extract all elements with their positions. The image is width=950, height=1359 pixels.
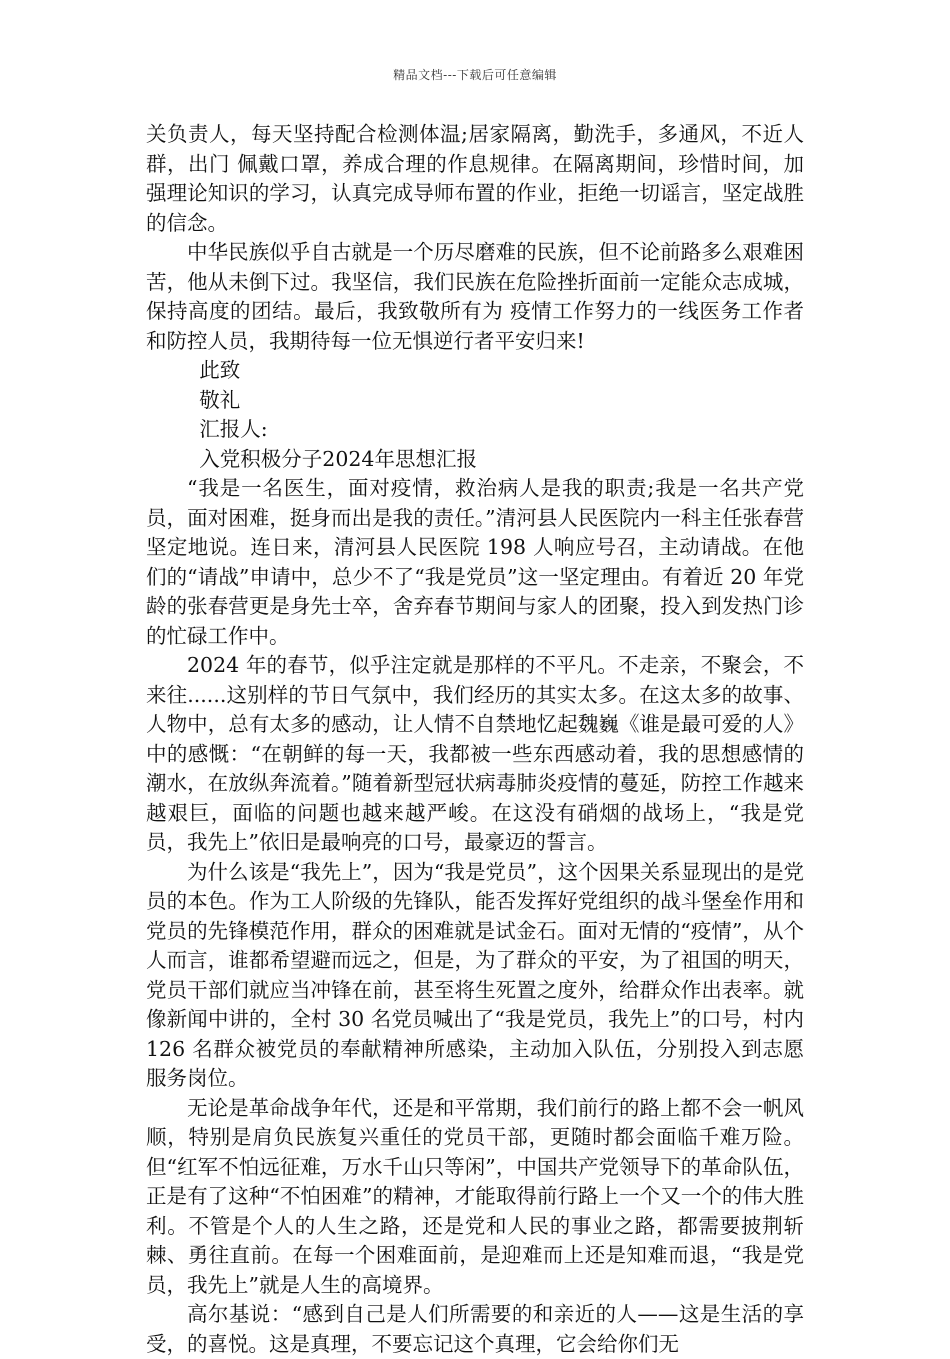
document-body: [146, 120, 804, 1359]
paragraph-revolution: 无论是革命战争年代，还是和平常期，我们前行的路上都不会一帆风顺，特别是肩负民族复兴重任的党员干部，更随时都会面临千难万险。但“红军不怕远征难，万水千山只等闲”，中国共产党领导下的革命队伍，正是有了这种“不怕困难”的精神，才能取得前行路上一个又一个的伟大胜利。不管是个人的人生之路，还是党和人民的事业之路，都需要披荆斩棘、勇往直前。在每一个困难面前，是迎难而上还是知难而退，“我是党员，我先上”就是人生的高境界。: [146, 1095, 804, 1297]
paragraph-nation: 中华民族似乎自古就是一个历尽磨难的民族，但不论前路多么艰难困苦，他从未倒下过。我坚信，我们民族在危险挫折面前一定能众志成城，保持高度的团结。最后，我致敬所有为 疫情工作努力的一线医务工作者和防控人员，我期待每一位无惧逆行者平安归来!: [146, 240, 804, 353]
section-title: 入党积极分子2024年思想汇报: [199, 446, 477, 471]
closing-jingli: 敬礼: [199, 387, 241, 412]
closing-cizhi: 此致: [199, 358, 241, 382]
paragraph-spring-festival: 2024 年的春节，似乎注定就是那样的不平凡。不走亲，不聚会，不来往......这别样的节日气氛中，我们经历的其实太多。在这太多的故事、人物中，总有太多的感动，让人情不自禁地忆起魏巍《谁是最可爱的人》中的感慨：“在朝鲜的每一天，我都被一些东西感动着，我的思想感情的潮水，在放纵奔流着。”随着新型冠状病毒肺炎疫情的蔓延，防控工作越来越艰巨，面临的问题也越来越严峻。在这没有硝烟的战场上，“我是党员，我先上”依旧是最响亮的口号，最豪迈的誓言。: [146, 653, 804, 854]
reporter-label: 汇报人:: [199, 417, 268, 441]
page-header: 精品文档---下载后可任意编辑: [393, 68, 557, 82]
paragraph-gorky: 高尔基说：“感到自己是人们所需要的和亲近的人——这是生活的享受，的喜悦。这是真理，不要忘记这个真理，它会给你们无: [146, 1302, 804, 1356]
paragraph-why-first: 为什么该是“我先上”，因为“我是党员”，这个因果关系显现出的是党员的本色。作为工人阶级的先锋队，能否发挥好党组织的战斗堡垒作用和党员的先锋模范作用，群众的困难就是试金石。面对无情的“疫情”，从个人而言，谁都希望避而远之，但是，为了群众的平安，为了祖国的明天，党员干部们就应当冲锋在前，甚至将生死置之度外，给群众作出表率。就像新闻中讲的，全村 30 名党员喊出了“我是党员，我先上”的口号，村内 126 名群众被党员的奉献精神所感染，主动加入队伍，分别投入到志愿服务岗位。: [146, 859, 804, 1090]
paragraph-quarantine: 关负责人，每天坚持配合检测体温;居家隔离，勤洗手，多通风，不近人群，出门 佩戴口罩，养成合理的作息规律。在隔离期间，珍惜时间，加强理论知识的学习，认真完成导师布置的作业，拒绝一切谣言，坚定战胜的信念。: [146, 122, 804, 235]
paragraph-doctor-quote: “我是一名医生，面对疫情，救治病人是我的职责;我是一名共产党员，面对困难，挺身而出是我的责任。”清河县人民医院内一科主任张春营坚定地说。连日来，清河县人民医院 198 人响应号召，主动请战。在他们的“请战”申请中，总少不了“我是党员”这一坚定理由。有着近 20 年党龄的张春营更是身先士卒，舍弃春节期间与家人的团聚，投入到发热门诊的忙碌工作中。: [146, 476, 804, 648]
